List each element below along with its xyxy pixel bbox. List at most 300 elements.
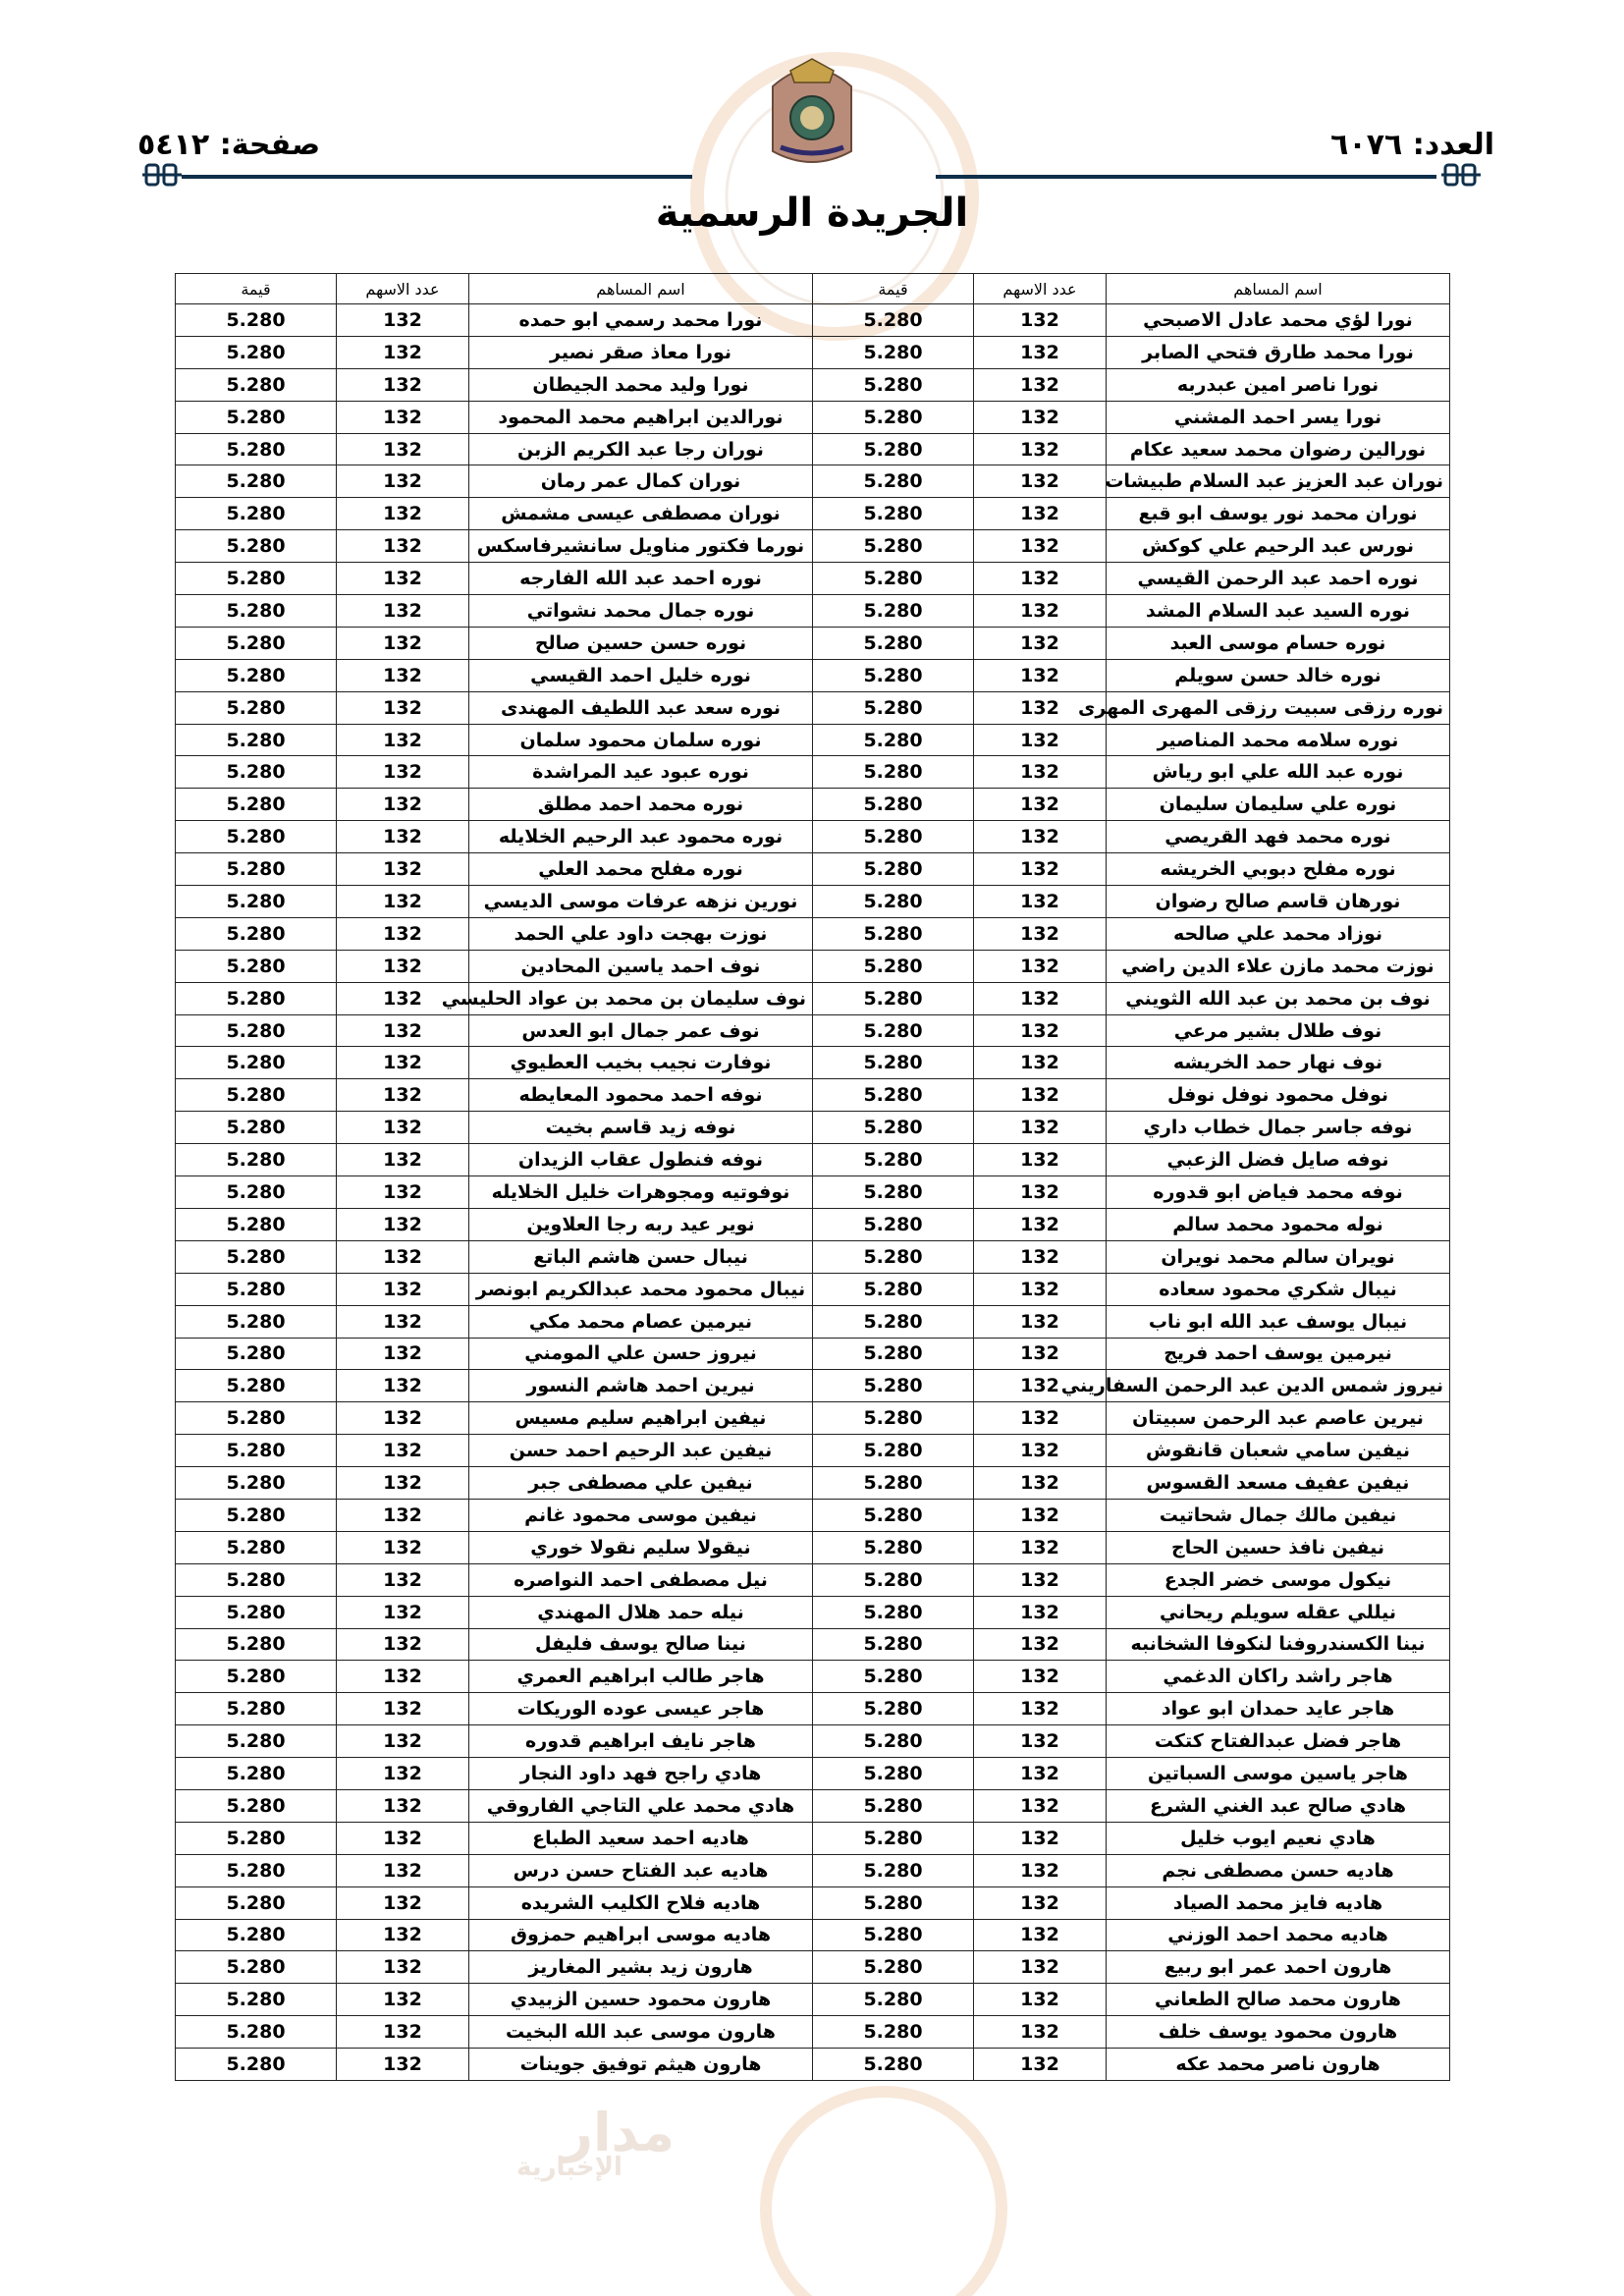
share-value: 5.280	[176, 465, 337, 498]
shareholder-name: نوف طلال بشير مرعي	[1107, 1014, 1450, 1047]
share-count: 132	[974, 1273, 1107, 1305]
shareholder-name: نوف سليمان بن محمد بن عواد الحليسي	[469, 982, 813, 1014]
shareholder-name: نيله حمد هلال المهندي	[469, 1596, 813, 1628]
table-row	[176, 1693, 1450, 1725]
shareholder-name: نوره السيد عبد السلام المشد	[1107, 595, 1450, 628]
share-count: 132	[974, 950, 1107, 982]
share-value: 5.280	[813, 1951, 974, 1984]
shareholder-name: هارون ناصر محمد عكه	[1107, 2049, 1450, 2081]
share-value: 5.280	[813, 1661, 974, 1693]
share-value: 5.280	[813, 756, 974, 789]
coat-of-arms-icon	[761, 57, 863, 167]
share-value: 5.280	[813, 401, 974, 433]
table-row	[176, 1789, 1450, 1822]
shareholder-name: نوره سعد عبد اللطيف المهندى	[469, 691, 813, 724]
share-value: 5.280	[176, 1047, 337, 1079]
share-value: 5.280	[813, 1628, 974, 1661]
share-count: 132	[337, 1208, 469, 1240]
share-value: 5.280	[813, 691, 974, 724]
share-count: 132	[974, 1758, 1107, 1790]
share-value: 5.280	[813, 1273, 974, 1305]
share-value: 5.280	[176, 1176, 337, 1209]
shareholder-name: هارون محمود يوسف خلف	[1107, 2016, 1450, 2049]
table-row	[176, 1305, 1450, 1338]
share-count: 132	[337, 1467, 469, 1500]
share-count: 132	[974, 1402, 1107, 1435]
share-count: 132	[337, 304, 469, 337]
share-value: 5.280	[813, 1596, 974, 1628]
share-value: 5.280	[813, 1531, 974, 1563]
share-count: 132	[337, 1240, 469, 1273]
shareholder-name: نوف بن محمد بن عبد الله الثويني	[1107, 982, 1450, 1014]
share-value: 5.280	[176, 756, 337, 789]
share-count: 132	[974, 1951, 1107, 1984]
table-row	[176, 1240, 1450, 1273]
table-row	[176, 1822, 1450, 1854]
share-count: 132	[337, 1693, 469, 1725]
share-count: 132	[337, 1531, 469, 1563]
shareholder-name: نوران رجا عبد الكريم الزبن	[469, 433, 813, 465]
shareholder-name: نيرمين يوسف احمد فريج	[1107, 1338, 1450, 1370]
table-row	[176, 1661, 1450, 1693]
share-count: 132	[974, 1467, 1107, 1500]
table-row	[176, 1208, 1450, 1240]
share-count: 132	[974, 1919, 1107, 1951]
shareholder-name: نوف نهار حمد الخريشه	[1107, 1047, 1450, 1079]
table-row	[176, 1563, 1450, 1596]
share-value: 5.280	[813, 982, 974, 1014]
shareholder-name: نوفه فنطول عقاب الزيدان	[469, 1144, 813, 1176]
share-count: 132	[337, 1789, 469, 1822]
share-count: 132	[974, 401, 1107, 433]
share-value: 5.280	[176, 336, 337, 368]
shareholder-name: نوفه صايل فضل الزعبي	[1107, 1144, 1450, 1176]
share-count: 132	[337, 433, 469, 465]
shareholder-name: نوفه محمد فياض ابو قدوره	[1107, 1176, 1450, 1209]
share-count: 132	[974, 1435, 1107, 1467]
shareholder-name: نيبال حسن هاشم الباتع	[469, 1240, 813, 1273]
share-value: 5.280	[176, 1402, 337, 1435]
share-value: 5.280	[176, 595, 337, 628]
share-value: 5.280	[176, 2016, 337, 2049]
share-value: 5.280	[813, 1854, 974, 1886]
table-row	[176, 1628, 1450, 1661]
table-row	[176, 336, 1450, 368]
share-value: 5.280	[176, 1112, 337, 1144]
table-row	[176, 724, 1450, 756]
share-value: 5.280	[813, 1919, 974, 1951]
table-row	[176, 886, 1450, 918]
share-count: 132	[337, 401, 469, 433]
table-row	[176, 917, 1450, 950]
table-row	[176, 1370, 1450, 1402]
share-value: 5.280	[813, 1725, 974, 1758]
share-count: 132	[974, 917, 1107, 950]
table-row	[176, 1758, 1450, 1790]
table-row	[176, 1951, 1450, 1984]
share-count: 132	[974, 1984, 1107, 2016]
share-value: 5.280	[176, 433, 337, 465]
table-row	[176, 1435, 1450, 1467]
shareholder-name: هاديه فايز محمد الصياد	[1107, 1886, 1450, 1919]
share-value: 5.280	[176, 1499, 337, 1531]
ornament-knot-icon	[1441, 161, 1481, 189]
table-row	[176, 1014, 1450, 1047]
share-value: 5.280	[176, 1951, 337, 1984]
shareholder-name: نوره محمود عبد الرحيم الخلايله	[469, 821, 813, 853]
share-count: 132	[337, 1758, 469, 1790]
shareholder-name: نوره محمد احمد مطلق	[469, 789, 813, 821]
share-value: 5.280	[176, 789, 337, 821]
shareholder-name: هاجر نايف ابراهيم قدوره	[469, 1725, 813, 1758]
share-value: 5.280	[813, 853, 974, 886]
share-count: 132	[337, 530, 469, 563]
share-count: 132	[337, 1176, 469, 1209]
shareholder-name: نيرين عاصم عبد الرحمن سبيتان	[1107, 1402, 1450, 1435]
share-value: 5.280	[176, 627, 337, 659]
shareholder-name: نوير عيد ربه رجا العلاوين	[469, 1208, 813, 1240]
shareholder-name: نورس عبد الرحيم علي كوكش	[1107, 530, 1450, 563]
share-count: 132	[337, 1661, 469, 1693]
shareholder-name: نيفين علي مصطفى جبر	[469, 1467, 813, 1500]
share-count: 132	[337, 498, 469, 530]
share-value: 5.280	[813, 1240, 974, 1273]
share-count: 132	[974, 1886, 1107, 1919]
share-value: 5.280	[813, 1435, 974, 1467]
table-row	[176, 1854, 1450, 1886]
table-row	[176, 1886, 1450, 1919]
shareholder-name: نورين نزهه عرفات موسى الديسي	[469, 886, 813, 918]
shareholder-name: نوره خالد حسن سويلم	[1107, 659, 1450, 691]
shareholder-name: نوره مفلح دبوبي الخريشه	[1107, 853, 1450, 886]
table-row	[176, 1176, 1450, 1209]
share-value: 5.280	[813, 563, 974, 595]
share-value: 5.280	[176, 1014, 337, 1047]
share-value: 5.280	[176, 1079, 337, 1112]
share-value: 5.280	[813, 1144, 974, 1176]
share-count: 132	[337, 756, 469, 789]
shareholder-name: نينا صالح يوسف فليفل	[469, 1628, 813, 1661]
share-value: 5.280	[813, 1563, 974, 1596]
shareholder-name: هاديه احمد سعيد الطباع	[469, 1822, 813, 1854]
column-header-name: اسم المساهم	[469, 274, 813, 304]
share-count: 132	[337, 886, 469, 918]
share-value: 5.280	[176, 1886, 337, 1919]
share-value: 5.280	[176, 1370, 337, 1402]
share-count: 132	[974, 659, 1107, 691]
share-value: 5.280	[813, 1822, 974, 1854]
share-value: 5.280	[176, 853, 337, 886]
table-row	[176, 1919, 1450, 1951]
share-value: 5.280	[813, 304, 974, 337]
shareholder-name: نيفين موسى محمود غانم	[469, 1499, 813, 1531]
share-value: 5.280	[813, 886, 974, 918]
share-count: 132	[337, 982, 469, 1014]
column-header-share-count: عدد الاسهم	[974, 274, 1107, 304]
shareholder-name: هاديه فلاح الكليب الشريده	[469, 1886, 813, 1919]
share-value: 5.280	[176, 498, 337, 530]
share-value: 5.280	[176, 1693, 337, 1725]
share-value: 5.280	[813, 1014, 974, 1047]
share-value: 5.280	[176, 821, 337, 853]
share-value: 5.280	[176, 1725, 337, 1758]
share-count: 132	[974, 789, 1107, 821]
shareholder-name: هاجر عيسى عوده الوريكات	[469, 1693, 813, 1725]
shareholder-name: هادي نعيم ايوب خليل	[1107, 1822, 1450, 1854]
issue-number: العدد: ٦٠٧٦	[1330, 128, 1494, 162]
shareholder-name: نوران كمال عمر رمان	[469, 465, 813, 498]
share-value: 5.280	[176, 886, 337, 918]
shareholder-name: نوره عبد الله علي ابو رياش	[1107, 756, 1450, 789]
share-value: 5.280	[813, 1886, 974, 1919]
table-row	[176, 1273, 1450, 1305]
share-value: 5.280	[813, 1338, 974, 1370]
share-count: 132	[974, 1338, 1107, 1370]
shareholder-name: نيكول موسى خضر الجدع	[1107, 1563, 1450, 1596]
shareholder-name: نوره رزقى سبيت رزقى المهرى المهرى	[1107, 691, 1450, 724]
table-row	[176, 1144, 1450, 1176]
column-header-name: اسم المساهم	[1107, 274, 1450, 304]
share-value: 5.280	[813, 724, 974, 756]
shareholder-name: نيل مصطفى احمد النواصره	[469, 1563, 813, 1596]
share-value: 5.280	[176, 691, 337, 724]
shareholder-name: نيفين مالك جمال شحاتيت	[1107, 1499, 1450, 1531]
shareholder-name: نيفين عفيف مسعد القسوس	[1107, 1467, 1450, 1500]
share-value: 5.280	[176, 1208, 337, 1240]
shareholder-name: نيبال يوسف عبد الله ابو ناب	[1107, 1305, 1450, 1338]
share-value: 5.280	[176, 368, 337, 401]
gazette-title: الجريدة الرسمية	[655, 191, 969, 236]
shareholder-name: نوره حسام موسى العبد	[1107, 627, 1450, 659]
share-count: 132	[337, 1144, 469, 1176]
share-value: 5.280	[813, 1370, 974, 1402]
share-count: 132	[337, 1984, 469, 2016]
share-value: 5.280	[176, 1435, 337, 1467]
share-value: 5.280	[813, 2049, 974, 2081]
shareholder-name: نيفين سامي شعبان قانقوش	[1107, 1435, 1450, 1467]
shareholder-name: نيفين عبد الرحيم احمد حسن	[469, 1435, 813, 1467]
share-count: 132	[337, 950, 469, 982]
table-header-row	[176, 274, 1450, 304]
share-value: 5.280	[813, 1079, 974, 1112]
shareholder-name: نورالين رضوان محمد سعيد عكام	[1107, 433, 1450, 465]
share-value: 5.280	[176, 1240, 337, 1273]
table-row	[176, 1984, 1450, 2016]
share-count: 132	[974, 1112, 1107, 1144]
share-count: 132	[337, 1079, 469, 1112]
share-value: 5.280	[813, 530, 974, 563]
watermark-brand-bottom-sub: الإخبارية	[516, 2153, 623, 2182]
table-row	[176, 401, 1450, 433]
table-row	[176, 1531, 1450, 1563]
share-count: 132	[974, 982, 1107, 1014]
table-row	[176, 2049, 1450, 2081]
shareholder-name: نورالدين ابراهيم محمد المحمود	[469, 401, 813, 433]
share-value: 5.280	[176, 1144, 337, 1176]
table-row	[176, 1338, 1450, 1370]
share-count: 132	[337, 1435, 469, 1467]
shareholder-name: نورا محمد رسمي ابو حمده	[469, 304, 813, 337]
share-value: 5.280	[176, 724, 337, 756]
share-count: 132	[974, 1563, 1107, 1596]
table-row	[176, 498, 1450, 530]
share-value: 5.280	[176, 1563, 337, 1596]
shareholders-table	[175, 273, 1450, 2081]
share-count: 132	[974, 1208, 1107, 1240]
share-value: 5.280	[176, 1273, 337, 1305]
share-value: 5.280	[176, 1596, 337, 1628]
shareholder-name: نوله محمود محمد سالم	[1107, 1208, 1450, 1240]
table-row	[176, 1079, 1450, 1112]
share-count: 132	[974, 1370, 1107, 1402]
shareholder-name: نوران محمد نور يوسف ابو قبع	[1107, 498, 1450, 530]
shareholder-name: هاجر فضل عبدالفتاح كتكت	[1107, 1725, 1450, 1758]
shareholder-name: نورا محمد طارق فتحي الصابر	[1107, 336, 1450, 368]
shareholder-name: هاديه محمد احمد الوزني	[1107, 1919, 1450, 1951]
share-count: 132	[337, 1628, 469, 1661]
share-value: 5.280	[813, 627, 974, 659]
share-count: 132	[974, 886, 1107, 918]
shareholder-name: هاجر عايد حمدان ابو عواد	[1107, 1693, 1450, 1725]
share-value: 5.280	[813, 465, 974, 498]
share-count: 132	[974, 1661, 1107, 1693]
shareholder-name: هارون احمد عمر ابو ربيع	[1107, 1951, 1450, 1984]
share-count: 132	[337, 853, 469, 886]
shareholder-name: هادي راجح فهد داود النجار	[469, 1758, 813, 1790]
share-count: 132	[974, 1725, 1107, 1758]
shareholder-name: نوره احمد عبد الله الفارجه	[469, 563, 813, 595]
share-count: 132	[337, 1951, 469, 1984]
shareholder-name: نيروز حسن علي المومني	[469, 1338, 813, 1370]
share-value: 5.280	[813, 1402, 974, 1435]
share-value: 5.280	[176, 1531, 337, 1563]
share-count: 132	[337, 1112, 469, 1144]
shareholder-name: هاجر طالب ابراهيم العمري	[469, 1661, 813, 1693]
share-value: 5.280	[176, 1789, 337, 1822]
table-row	[176, 756, 1450, 789]
share-value: 5.280	[813, 368, 974, 401]
table-row	[176, 691, 1450, 724]
shareholder-name: هاجر راشد راكان الدغمي	[1107, 1661, 1450, 1693]
shareholder-name: نوره مفلح محمد العلي	[469, 853, 813, 886]
shareholder-name: نوره حسن حسين صالح	[469, 627, 813, 659]
table-row	[176, 530, 1450, 563]
share-count: 132	[974, 1628, 1107, 1661]
shareholder-name: نوفوتيه ومجوهرات خليل الخلايله	[469, 1176, 813, 1209]
share-value: 5.280	[813, 1047, 974, 1079]
table-row	[176, 821, 1450, 853]
share-value: 5.280	[813, 821, 974, 853]
share-count: 132	[337, 724, 469, 756]
share-count: 132	[337, 1725, 469, 1758]
share-count: 132	[974, 465, 1107, 498]
shareholder-name: نوفل محمود نوفل نوفل	[1107, 1079, 1450, 1112]
share-value: 5.280	[813, 1112, 974, 1144]
share-value: 5.280	[176, 530, 337, 563]
share-count: 132	[974, 1789, 1107, 1822]
share-count: 132	[974, 433, 1107, 465]
table-row	[176, 595, 1450, 628]
share-count: 132	[337, 2049, 469, 2081]
share-count: 132	[337, 1499, 469, 1531]
share-value: 5.280	[813, 1789, 974, 1822]
share-count: 132	[337, 1273, 469, 1305]
share-count: 132	[337, 336, 469, 368]
share-count: 132	[337, 1014, 469, 1047]
share-count: 132	[974, 627, 1107, 659]
table-row	[176, 1112, 1450, 1144]
table-row	[176, 2016, 1450, 2049]
shareholder-name: نينا الكسندروفنا لنكوفا الشخانبه	[1107, 1628, 1450, 1661]
table-row	[176, 1499, 1450, 1531]
share-count: 132	[337, 368, 469, 401]
shareholder-name: نوفه زيد قاسم بخيت	[469, 1112, 813, 1144]
share-value: 5.280	[176, 659, 337, 691]
share-count: 132	[974, 595, 1107, 628]
share-value: 5.280	[813, 595, 974, 628]
shareholder-name: نيروز شمس الدين عبد الرحمن السفاريني	[1107, 1370, 1450, 1402]
table-row	[176, 789, 1450, 821]
shareholder-name: هاديه حسن مصطفى نجم	[1107, 1854, 1450, 1886]
share-count: 132	[974, 1176, 1107, 1209]
shareholder-name: نورا لؤي محمد عادل الاصبحي	[1107, 304, 1450, 337]
table-row	[176, 465, 1450, 498]
table-row	[176, 853, 1450, 886]
share-count: 132	[337, 917, 469, 950]
page-number: صفحة: ٥٤١٢	[137, 128, 321, 162]
share-count: 132	[337, 1886, 469, 1919]
share-value: 5.280	[176, 982, 337, 1014]
shareholder-name: نورا معاذ صقر نصير	[469, 336, 813, 368]
shareholder-name: نيقولا سليم نقولا خوري	[469, 1531, 813, 1563]
share-value: 5.280	[176, 1628, 337, 1661]
share-value: 5.280	[176, 1984, 337, 2016]
table-row	[176, 433, 1450, 465]
share-value: 5.280	[176, 950, 337, 982]
shareholder-name: نوفه جاسر جمال خطاب داري	[1107, 1112, 1450, 1144]
share-value: 5.280	[813, 2016, 974, 2049]
share-count: 132	[337, 595, 469, 628]
share-count: 132	[337, 465, 469, 498]
shareholder-name: هارون محمد صالح الطعاني	[1107, 1984, 1450, 2016]
table-row	[176, 368, 1450, 401]
header-rule-right	[936, 175, 1436, 179]
share-count: 132	[337, 1402, 469, 1435]
shareholder-name: نوره احمد عبد الرحمن القيسي	[1107, 563, 1450, 595]
table-row	[176, 304, 1450, 337]
share-count: 132	[337, 2016, 469, 2049]
share-count: 132	[337, 563, 469, 595]
share-count: 132	[974, 304, 1107, 337]
share-value: 5.280	[176, 563, 337, 595]
share-value: 5.280	[813, 1208, 974, 1240]
table-row	[176, 659, 1450, 691]
share-count: 132	[974, 1693, 1107, 1725]
shareholder-name: هادي صالح عبد الغني الشرع	[1107, 1789, 1450, 1822]
share-value: 5.280	[176, 1919, 337, 1951]
share-value: 5.280	[813, 659, 974, 691]
share-value: 5.280	[176, 1305, 337, 1338]
shareholder-name: نيبال محمود محمد عبدالكريم ابونصر	[469, 1273, 813, 1305]
share-count: 132	[974, 1596, 1107, 1628]
table-row	[176, 627, 1450, 659]
share-value: 5.280	[813, 498, 974, 530]
shareholder-name: نورا يسر احمد المشني	[1107, 401, 1450, 433]
shareholder-name: نوزت محمد مازن علاء الدين راضي	[1107, 950, 1450, 982]
share-count: 132	[974, 1822, 1107, 1854]
share-value: 5.280	[176, 401, 337, 433]
shareholder-name: هاجر ياسين موسى السباتين	[1107, 1758, 1450, 1790]
